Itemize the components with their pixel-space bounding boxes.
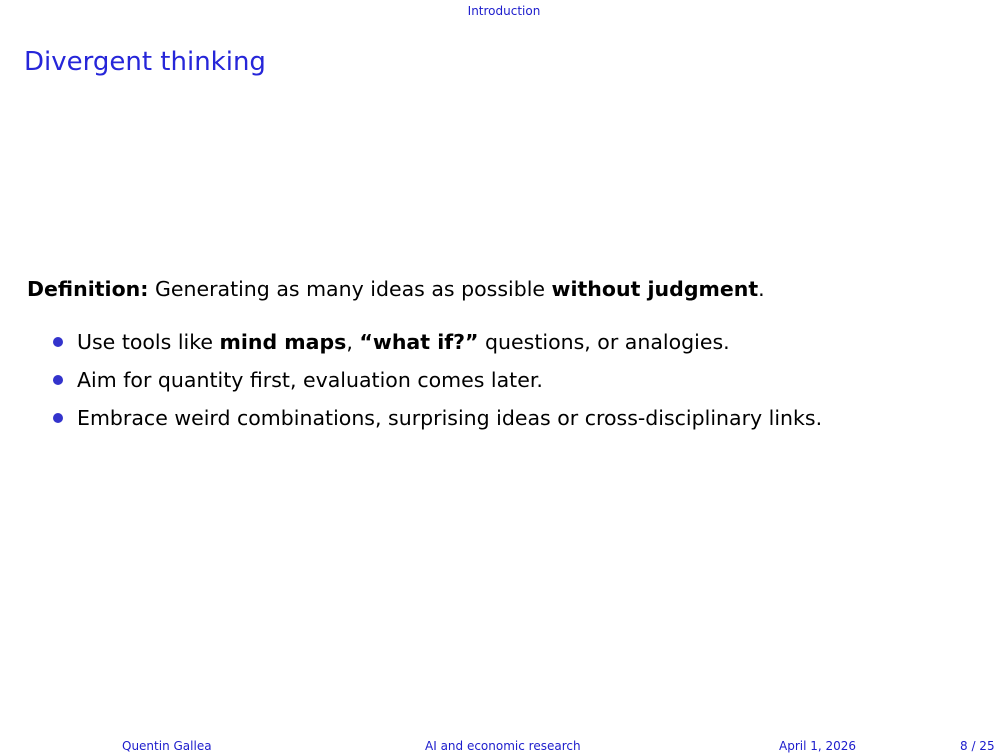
list-item: [50, 404, 822, 442]
bullet-text: Use tools like: [77, 330, 220, 354]
footer-title: AI and economic research: [425, 739, 581, 753]
definition-text: Generating as many ideas as possible: [148, 277, 552, 301]
list-item: [50, 366, 822, 404]
slide-title: Divergent thinking: [24, 47, 266, 77]
footer-page-number: 8 / 25: [960, 739, 995, 753]
list-item: [50, 328, 822, 366]
footer: [0, 737, 1008, 756]
bullet-text: Aim for quantity first, evaluation comes later.: [77, 368, 543, 392]
definition-end: .: [758, 277, 765, 301]
bullet-text: Embrace weird combinations, surprising ideas or cross-disciplinary links.: [77, 406, 823, 430]
bullet-icon: [53, 375, 63, 385]
footer-author: Quentin Gallea: [122, 739, 212, 753]
bullet-list: [50, 328, 822, 442]
section-header[interactable]: Introduction: [467, 4, 541, 18]
definition-label: Definition:: [27, 277, 149, 301]
definition-emphasis: without judgment: [551, 277, 759, 301]
definition-line: [27, 277, 765, 301]
bullet-text: questions, or analogies.: [478, 330, 730, 354]
bullet-icon: [53, 413, 63, 423]
bullet-text: ,: [346, 330, 360, 354]
bullet-emphasis: “what if?”: [359, 330, 479, 354]
footer-date: April 1, 2026: [779, 739, 857, 753]
bullet-icon: [53, 337, 63, 347]
bullet-emphasis: mind maps: [219, 330, 347, 354]
